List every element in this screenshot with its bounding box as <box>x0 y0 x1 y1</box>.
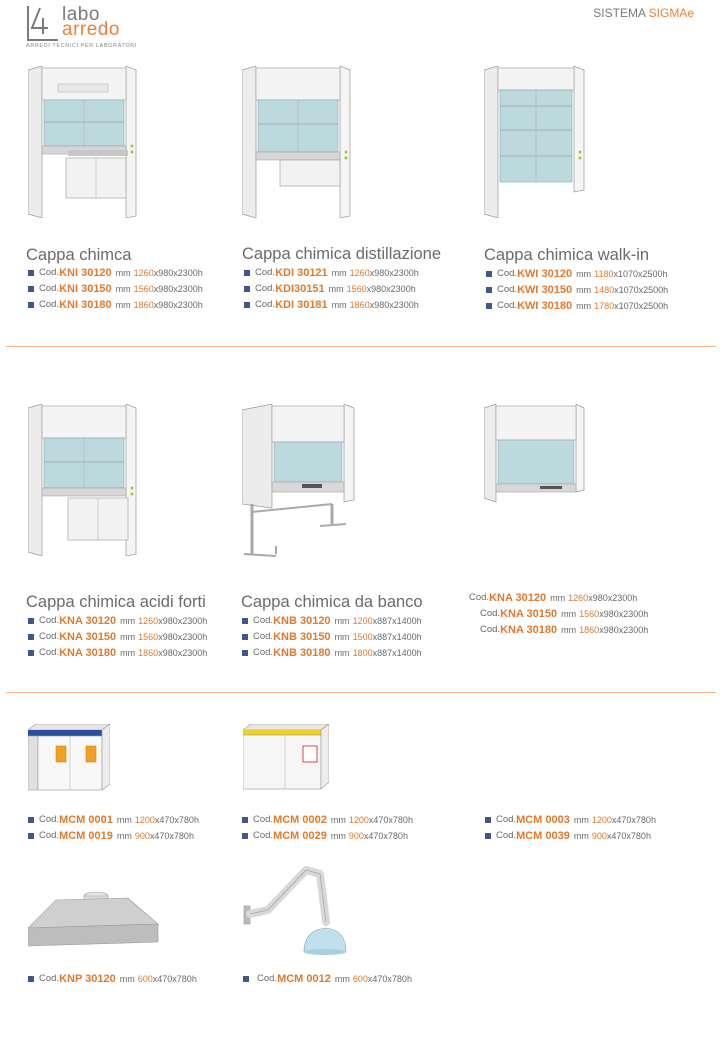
fume-hood-kna-image <box>28 404 140 556</box>
code-list-mcm-arm <box>243 971 412 987</box>
logo-tagline: ARREDI TECNICI PER LABORATORI <box>26 43 137 49</box>
code-row: Cod. KWI 30150 mm 1480 x1070x2500h <box>486 282 668 298</box>
fume-hood-knb-image <box>242 404 358 560</box>
safety-cabinet-blue-image <box>28 724 110 792</box>
product-title-kdi: Cappa chimica distillazione <box>242 245 442 263</box>
code-row: Cod. KNA 30180 mm 1860 x980x2300h <box>480 624 649 636</box>
code-row: Cod. KDI30151 mm 1560 x980x2300h <box>244 281 419 297</box>
bullet-icon <box>485 817 491 823</box>
code-row: Cod. KNI 30180 mm 1860 x980x2300h <box>28 297 203 313</box>
fume-hood-kna-wall-image <box>484 404 588 504</box>
code-row: Cod. KNA 30150 mm 1560 x980x2300h <box>28 629 207 645</box>
code-list-kdi <box>244 265 419 313</box>
section-divider <box>6 346 716 347</box>
bullet-icon <box>242 634 248 640</box>
code-row: Cod. KDI 30181 mm 1860 x980x2300h <box>244 297 419 313</box>
bullet-icon <box>486 287 492 293</box>
code-row: Cod. KNI 30150 mm 1560 x980x2300h <box>28 281 203 297</box>
bullet-icon <box>28 817 34 823</box>
code-list-knp <box>28 971 197 987</box>
canopy-hood-image <box>28 888 160 958</box>
code-row: Cod. KNB 30120 mm 1200 x887x1400h <box>242 613 422 629</box>
bullet-icon <box>28 650 34 656</box>
code-row: Cod. KNA 30120 mm 1260 x980x2300h <box>28 613 207 629</box>
code-list-mcm-a <box>28 812 199 844</box>
logo-word-labo: labo <box>62 4 100 25</box>
bullet-icon <box>28 302 34 308</box>
code-list-knb <box>242 613 422 661</box>
code-list-kni <box>28 265 203 313</box>
product-title-knb: Cappa chimica da banco <box>241 593 423 611</box>
code-row: Cod. KWI 30120 mm 1180 x1070x2500h <box>486 266 668 282</box>
code-row: Cod. KNA 30150 mm 1560 x980x2300h <box>480 608 649 620</box>
product-title-kni: Cappa chimca <box>26 246 132 264</box>
bullet-icon <box>28 833 34 839</box>
code-list-mcm-c <box>485 812 656 844</box>
safety-cabinet-yellow-image <box>243 724 329 790</box>
bullet-icon <box>486 271 492 277</box>
code-list-mcm-b <box>242 812 413 844</box>
bullet-icon <box>242 650 248 656</box>
fume-hood-kni-image <box>28 66 140 218</box>
bullet-icon <box>244 270 250 276</box>
code-row: Cod. MCM 0003 mm 1200 x470x780h <box>485 812 656 828</box>
product-title-kna: Cappa chimica acidi forti <box>26 593 206 611</box>
bullet-icon <box>242 833 248 839</box>
code-row: Cod. MCM 0019 mm 900 x470x780h <box>28 828 199 844</box>
logo-mark-icon <box>26 4 60 42</box>
code-row: Cod. KNA 30180 mm 1860 x980x2300h <box>28 645 207 661</box>
system-name: SIGMAe <box>648 6 694 20</box>
bullet-icon <box>242 817 248 823</box>
code-row: Cod. MCM 0001 mm 1200 x470x780h <box>28 812 199 828</box>
code-row: Cod. MCM 0029 mm 900 x470x780h <box>242 828 413 844</box>
section-divider <box>6 692 716 693</box>
bullet-icon <box>243 976 249 982</box>
code-row: Cod. KDI 30121 mm 1260 x980x2300h <box>244 265 419 281</box>
code-row: Cod. KNI 30120 mm 1260 x980x2300h <box>28 265 203 281</box>
fume-hood-kwi-image <box>484 66 588 218</box>
code-row: Cod. KWI 30180 mm 1780 x1070x2500h <box>486 298 668 314</box>
fume-hood-kdi-image <box>242 66 354 218</box>
code-row: Cod. KNP 30120 mm 600 x470x780h <box>28 971 197 987</box>
bullet-icon <box>28 634 34 640</box>
code-row: Cod. KNB 30180 mm 1800 x887x1400h <box>242 645 422 661</box>
code-row: Cod. MCM 0002 mm 1200 x470x780h <box>242 812 413 828</box>
system-title <box>593 6 694 20</box>
bullet-icon <box>486 303 492 309</box>
bullet-icon <box>485 833 491 839</box>
bullet-icon <box>244 286 250 292</box>
code-list-kna <box>28 613 207 661</box>
code-row: Cod. KNB 30150 mm 1500 x887x1400h <box>242 629 422 645</box>
brand-logo <box>26 4 176 54</box>
code-row: Cod. KNA 30120 mm 1260 x980x2300h <box>469 592 638 604</box>
code-row: Cod. MCM 0012 mm 600 x470x780h <box>243 971 412 987</box>
logo-word-arredo: arredo <box>62 19 120 40</box>
bullet-icon <box>28 976 34 982</box>
bullet-icon <box>28 618 34 624</box>
bullet-icon <box>28 286 34 292</box>
bullet-icon <box>28 270 34 276</box>
product-title-kwi: Cappa chimica walk-in <box>484 246 650 264</box>
code-row: Cod. MCM 0039 mm 900 x470x780h <box>485 828 656 844</box>
extraction-arm-image <box>240 862 370 958</box>
code-list-kna-wall <box>469 590 648 638</box>
system-prefix: SISTEMA <box>593 6 649 20</box>
bullet-icon <box>244 302 250 308</box>
code-list-kwi <box>486 266 668 314</box>
bullet-icon <box>242 618 248 624</box>
